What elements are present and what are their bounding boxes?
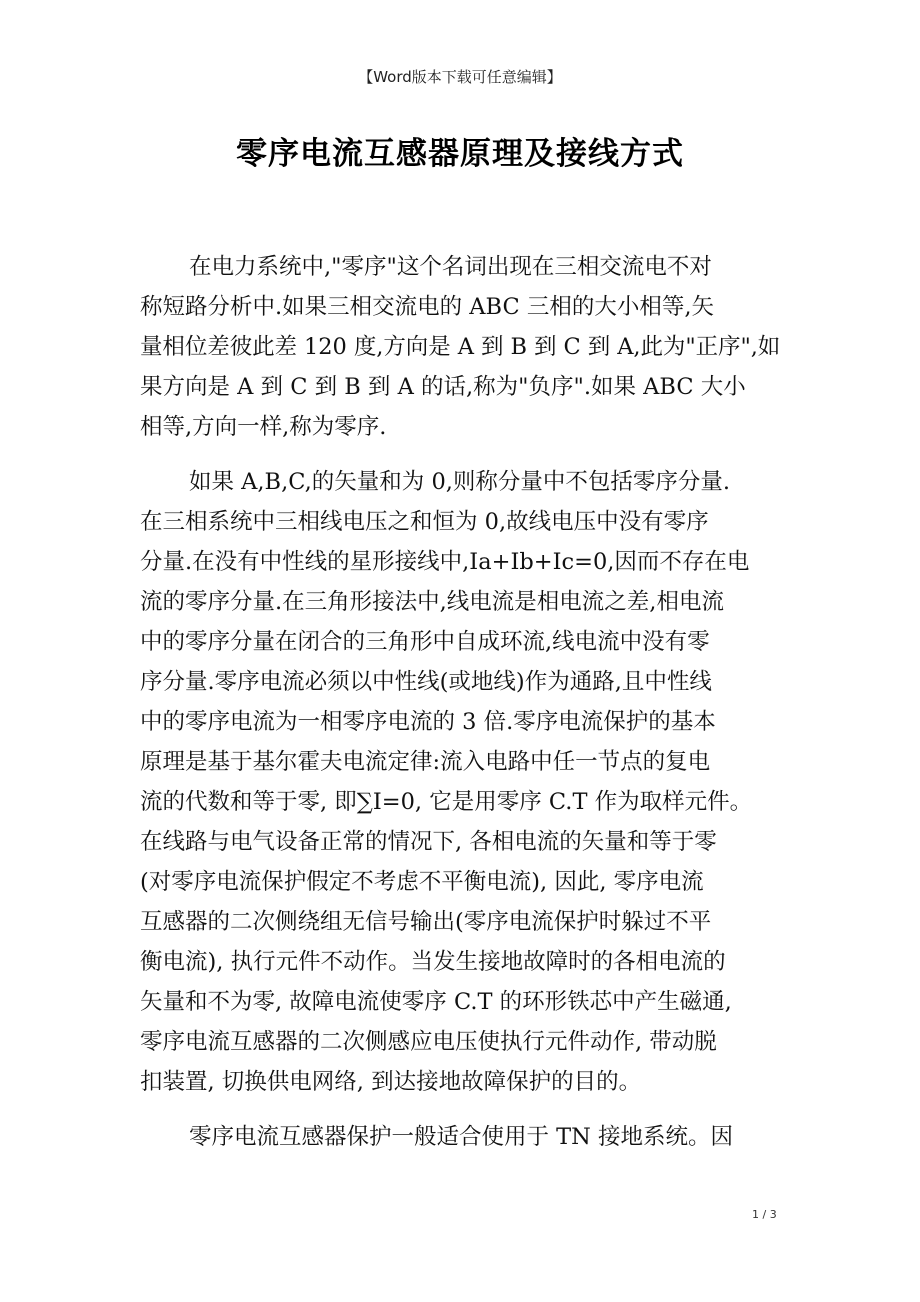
paragraph-3 [140,1117,780,1157]
paragraph-1 [140,247,780,447]
text-line: 零序电流互感器保护一般适合使用于 TN 接地系统。因 [189,1124,733,1150]
text-line: 果方向是 A 到 C 到 B 到 A 的话,称为"负序".如果 ABC 大小 [140,374,746,400]
text-line: 矢量和不为零, 故障电流使零序 C.T 的环形铁芯中产生磁通, [140,989,732,1015]
document-body [140,247,780,1157]
text-line: 在三相系统中三相线电压之和恒为 0,故线电压中没有零序 [140,509,709,535]
text-line: 衡电流), 执行元件不动作。当发生接地故障时的各相电流的 [140,949,726,975]
paragraph-2 [140,462,780,1102]
text-line: 如果 A,B,C,的矢量和为 0,则称分量中不包括零序分量. [189,469,731,495]
text-line: 扣装置, 切换供电网络, 到达接地故障保护的目的。 [140,1069,642,1095]
text-line: 中的零序电流为一相零序电流的 3 倍.零序电流保护的基本 [140,709,716,735]
text-line: 互感器的二次侧绕组无信号输出(零序电流保护时躲过不平 [140,909,712,935]
text-line: 量相位差彼此差 120 度,方向是 A 到 B 到 C 到 A,此为"正序",如 [140,334,781,360]
text-line: 称短路分析中.如果三相交流电的 ABC 三相的大小相等,矢 [140,294,715,320]
text-line: 在线路与电气设备正常的情况下, 各相电流的矢量和等于零 [140,829,717,855]
text-line: 在电力系统中,"零序"这个名词出现在三相交流电不对 [189,254,712,280]
text-line: 分量.在没有中性线的星形接线中,Ia+Ib+Ic=0,因而不存在电 [140,549,750,575]
text-line: 中的零序分量在闭合的三角形中自成环流,线电流中没有零 [140,629,710,655]
text-line: (对零序电流保护假定不考虑不平衡电流), 因此, 零序电流 [140,869,704,895]
text-line: 流的代数和等于零, 即∑I=0, 它是用零序 C.T 作为取样元件。 [140,789,753,815]
page-number: 1 / 3 [752,1208,777,1221]
download-note: 【Word版本下载可任意编辑】 [358,68,562,86]
text-line: 相等,方向一样,称为零序. [140,414,387,440]
text-line: 原理是基于基尔霍夫电流定律:流入电路中任一节点的复电 [140,749,711,775]
document-title: 零序电流互感器原理及接线方式 [236,136,684,172]
text-line: 流的零序分量.在三角形接法中,线电流是相电流之差,相电流 [140,589,724,615]
text-line: 序分量.零序电流必须以中性线(或地线)作为通路,且中性线 [140,669,712,695]
text-line: 零序电流互感器的二次侧感应电压使执行元件动作, 带动脱 [140,1029,717,1055]
